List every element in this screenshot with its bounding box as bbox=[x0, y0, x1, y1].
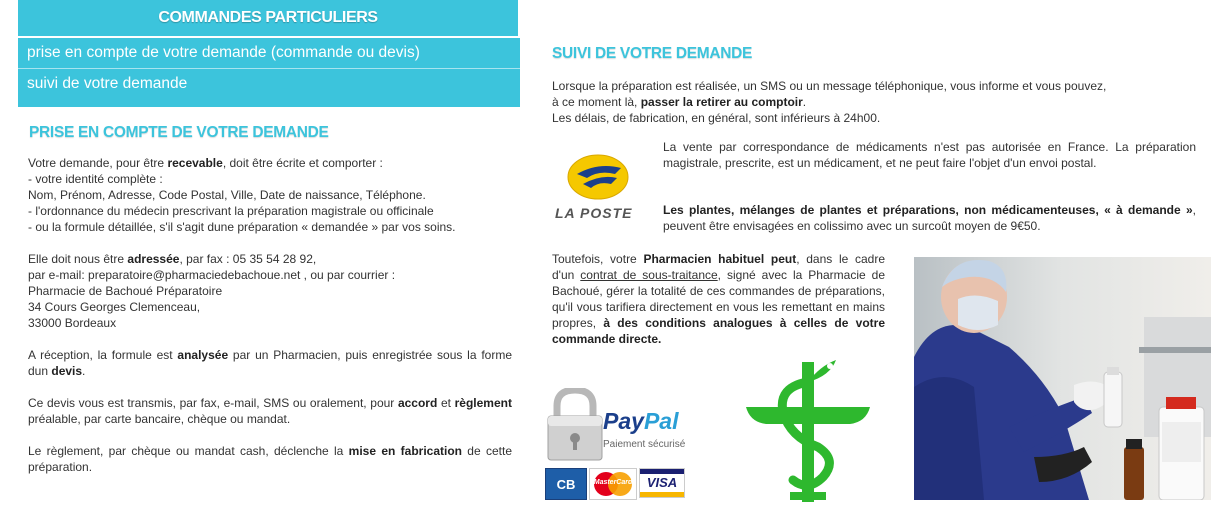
mastercard-card-icon: MasterCard bbox=[589, 468, 637, 500]
paragraph-analysis: A réception, la formule est analysée par un Pharmacien, puis enregistrée sous la forme dun devis. bbox=[28, 348, 512, 378]
paragraph-requirements: Votre demande, pour être recevable, doit être écrite et comporter : - votre identité complète : Nom, Prénom, Adresse, Code Postal, Ville, Date de naissance, Téléphone. - l'ordonnance du médecin prescrivant la préparation magistrale ou officinale - ou la formule détaillée, s'il s'agit dune préparation « demandée » par vos soins. bbox=[28, 156, 456, 234]
paragraph-quote: Ce devis vous est transmis, par fax, e-mail, SMS ou oralement, pour accord et règlement préalable, par carte bancaire, chèque ou mandat. bbox=[28, 396, 512, 426]
menu-item-prise-en-compte[interactable]: prise en compte de votre demande (commande ou devis) bbox=[27, 44, 420, 61]
section-title-prise-en-compte: PRISE EN COMPTE DE VOTRE DEMANDE bbox=[29, 124, 329, 141]
paragraph-address: Elle doit nous être adressée, par fax : 05 35 54 28 92, par e-mail: preparatoire@pharmaciedebachoue.net , ou par courrier : Pharmacie de Bachoué Préparatoire 34 Cours Georges Clemenceau, 33000 Bordeaux bbox=[28, 252, 396, 330]
cb-card-icon: CB bbox=[545, 468, 587, 500]
paypal-tagline: Paiement sécurisé bbox=[603, 439, 686, 450]
left-column bbox=[18, 0, 518, 515]
section-title-suivi: SUIVI DE VOTRE DEMANDE bbox=[552, 45, 753, 62]
paragraph-subcontracting: Toutefois, votre Pharmacien habituel peut, dans le cadre d'un contrat de sous-traitance, signé avec la Pharmacie de Bachoué, gérer la totalité de ces commandes de préparations, qu'il vous tarifiera directement en vous les remettant en mains propres, à des conditions analogues à celles de votre commande directe. bbox=[552, 252, 886, 346]
paragraph-plants: Les plantes, mélanges de plantes et préparations, non médicamenteuses, « à demande », peuvent être envisagées en colissimo avec un surcoût moyen de 9€50. bbox=[663, 203, 1196, 233]
visa-card-icon: VISA bbox=[639, 468, 685, 498]
paypal-logo: PayPal bbox=[603, 408, 679, 434]
orders-menu bbox=[18, 38, 520, 107]
orders-header: COMMANDES PARTICULIERS bbox=[18, 0, 518, 36]
paragraph-pickup: Lorsque la préparation est réalisée, un SMS ou un message téléphonique, vous informe et vous pouvez, à ce moment là, passer la retirer au comptoir. Les délais, de fabrication, en général, sont inférieurs à 24h00. bbox=[552, 79, 1107, 125]
paragraph-no-mail-order: La vente par correspondance de médicaments n'est pas autorisée en France. La préparation magistrale, prescrite, est un médicament, et ne peut faire l'objet d'un envoi postal. bbox=[663, 140, 1196, 170]
left-body-text bbox=[28, 155, 512, 491]
menu-item-suivi[interactable]: suivi de votre demande bbox=[18, 68, 520, 98]
laposte-label: LA POSTE bbox=[555, 205, 633, 221]
paypal-payment-box bbox=[545, 388, 688, 500]
subcontracting-link[interactable]: contrat de sous-traitance bbox=[580, 268, 718, 282]
pharmacist-photo bbox=[914, 257, 1211, 500]
paragraph-payment: Le règlement, par chèque ou mandat cash, déclenche la mise en fabrication de cette préparation. bbox=[28, 444, 512, 474]
caduceus-icon bbox=[738, 352, 878, 502]
